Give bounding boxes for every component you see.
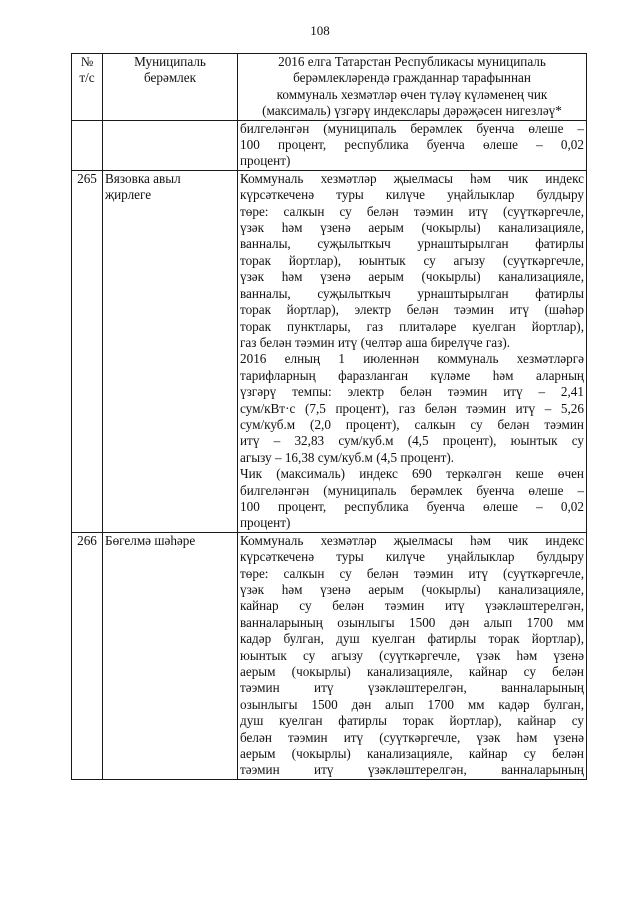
table-row: [72, 120, 587, 170]
header-text-line: №: [80, 54, 94, 69]
description-line: сум/кВт·с (7,5 процент), газ белән тәэмин итү – 5,26: [240, 400, 584, 416]
description-line: тәэмин итү үзәкләштерелгән, ванналарының: [240, 680, 584, 696]
description-line: билгеләнгән (муниципаль берәмлек буенча өлеше –: [240, 120, 584, 136]
description-line: Коммуналь хезмәтләр җыелмасы һәм чик индекс: [240, 170, 584, 186]
header-text-line: 2016 елга Татарстан Республикасы муниципаль: [278, 54, 546, 69]
description-line: торак йортлар), электр белән тәэмин итү (шәһәр: [240, 302, 584, 318]
description-line: душ куелган фатирлы торак йортлар), кайнар су: [240, 713, 584, 729]
row-number-cell: [72, 532, 103, 779]
description-line: аерым (чокырлы) канализацияле, кайнар су белән: [240, 664, 584, 680]
row-number: 266: [77, 532, 97, 548]
description-paragraph: [240, 351, 584, 466]
description-line: агызу – 16,38 сум/куб.м (4,5 процент).: [240, 449, 455, 465]
description-line: 100 процент, республика буенча өлеше – 0,02: [240, 498, 584, 514]
description-line: тарифларның фаразланган күләме һәм аларның: [240, 367, 584, 383]
description-paragraph: [240, 171, 584, 351]
header-text-line: коммуналь хезмәтләр өчен түләү күләменең чик: [276, 86, 548, 102]
description-line: билгеләнгән (муниципаль берәмлек буенча өлеше –: [240, 482, 584, 498]
description-line: төре: салкын су белән тәэмин итү (суүткәргечле,: [240, 565, 584, 581]
table-row: [72, 532, 587, 779]
document-table: [71, 53, 587, 780]
row-number-cell: [72, 120, 103, 170]
description-line: процент): [240, 515, 291, 531]
description-line: юынтык су агызу (суүткәргечле, үзәк һәм үзенә: [240, 647, 584, 663]
description-line: Чик (максималь) индекс 690 теркәлгән кеше өчен: [240, 466, 584, 482]
description-cell: [238, 532, 587, 779]
table-row: [72, 170, 587, 532]
description-line: 2016 елның 1 июленнән коммуналь хезмәтләргә: [240, 351, 584, 367]
header-text-line: (максималь) үзгәрү индекслары дәрәҗәсен нигезләү*: [262, 103, 562, 119]
header-text-line: берәмлек: [143, 70, 197, 86]
description-line: ванналы, суҗылыткыч урнаштырылган фатирлы: [240, 285, 584, 301]
description-paragraph: [240, 533, 584, 779]
description-line: газ белән тәэмин итү (челтәр аша бирелүче газ).: [240, 334, 511, 350]
row-number: 265: [77, 170, 97, 186]
description-line: Коммуналь хезмәтләр җыелмасы һәм чик индекс: [240, 532, 584, 548]
header-description-cell: [238, 54, 587, 121]
municipality-name-line: җирлеге: [105, 187, 152, 203]
description-line: тәэмин итү үзәкләштерелгән, ванналарының: [240, 762, 584, 778]
description-paragraph: [240, 466, 584, 532]
description-line: белән тәэмин итү (суүткәргечле, үзәк һәм үзенә: [240, 729, 584, 745]
header-text-line: берәмлекләрендә гражданнар тарафыннан: [293, 70, 531, 86]
description-cell: [238, 170, 587, 532]
description-line: ванналы, суҗылыткыч урнаштырылган фатирлы: [240, 236, 584, 252]
header-text-line: т/с: [79, 70, 95, 86]
description-line: үзәк һәм үзенә аерым (чокырлы) канализацияле,: [240, 220, 584, 236]
description-paragraph: [240, 121, 584, 170]
row-number-cell: [72, 170, 103, 532]
description-line: күрсәткеченә туры килүче уңайлыклар булдыру: [240, 187, 584, 203]
header-municipality-cell: [103, 54, 238, 121]
header-text-line: Муниципаль: [134, 54, 206, 69]
description-line: үзәк һәм үзенә аерым (чокырлы) канализацияле,: [240, 269, 584, 285]
page-number: 108: [310, 23, 330, 38]
description-line: төре: салкын су белән тәэмин итү (суүткәргечле,: [240, 203, 584, 219]
description-line: сум/куб.м (2,0 процент), салкын су белән тәэмин: [240, 416, 584, 432]
description-line: үзгәрү темпы: электр белән тәэмин итү – 2,41: [240, 384, 584, 400]
description-line: торак пунктлары, газ плитәләре куелган йортлар),: [240, 318, 584, 334]
description-line: 100 процент, республика буенча өлеше – 0,02: [240, 137, 584, 153]
description-line: ванналарының озынлыгы 1500 дән алып 1700 мм: [240, 614, 584, 630]
municipality-cell: [103, 170, 238, 532]
description-line: күрсәткеченә туры килүче уңайлыклар булдыру: [240, 549, 584, 565]
municipality-name-line: Бөгелмә шәһәре: [105, 532, 196, 548]
description-line: кайнар су белән тәэмин итү үзәкләштерелгән,: [240, 598, 584, 614]
description-line: озынлыгы 1500 дән алып 1700 мм кадәр булган,: [240, 696, 584, 712]
description-line: итү – 32,83 сум/куб.м (4,5 процент), юынтык су: [240, 433, 584, 449]
description-line: аерым (чокырлы) канализацияле, кайнар су белән: [240, 746, 584, 762]
header-number-cell: [72, 54, 103, 121]
municipality-name-line: Вязовка авыл: [105, 170, 181, 186]
municipality-cell: [103, 120, 238, 170]
description-line: кадәр булган, душ куелган фатирлы торак йортлар),: [240, 631, 584, 647]
description-line: үзәк һәм үзенә аерым (чокырлы) канализацияле,: [240, 582, 584, 597]
municipality-cell: [103, 532, 238, 779]
description-line: торак йортлар), юынтык су агызу (суүткәргечле,: [240, 252, 584, 268]
description-line: процент): [240, 153, 291, 169]
table-header-row: [72, 54, 587, 121]
description-cell: [238, 120, 587, 170]
